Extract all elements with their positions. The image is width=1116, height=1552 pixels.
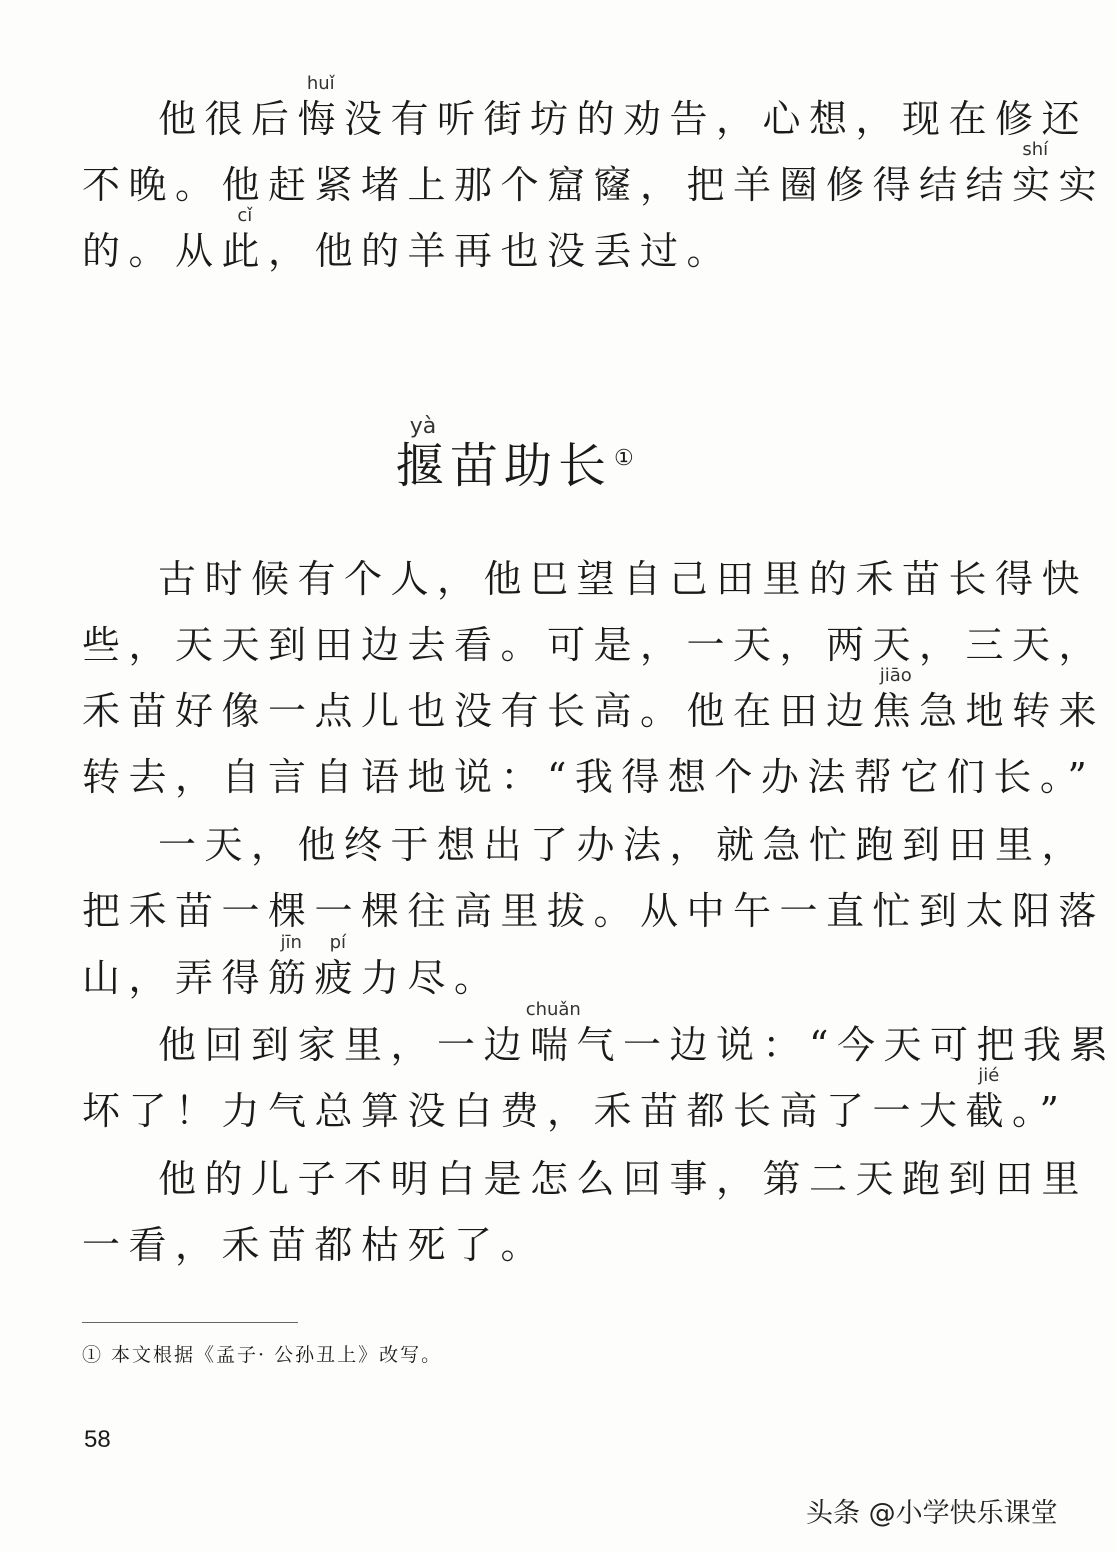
ruby-char <box>268 932 315 1001</box>
watermark: 头条 @小学快乐课堂 <box>806 1498 1058 1529</box>
text-segment: 不晚。他赶紧堵上那个窟窿，把羊圈修得结结 <box>82 163 1013 207</box>
text-segment: 没有听街坊的劝告，心想，现在修还 <box>344 97 1089 141</box>
pinyin-annotation: yà <box>409 414 437 439</box>
ruby-char <box>525 999 581 1068</box>
ruby-char <box>297 73 345 142</box>
text-segment: 他回到家里，一边 <box>158 1023 531 1067</box>
ruby-char <box>965 1065 1013 1134</box>
text-line <box>158 556 1088 602</box>
footnote-divider <box>82 1322 298 1323</box>
text-line <box>82 1222 547 1268</box>
pinyin-annotation: jiāo <box>879 665 912 686</box>
text-line <box>82 139 1106 208</box>
text-line <box>82 754 1095 800</box>
annotated-char: 实 <box>1012 163 1059 207</box>
text-segment: 些，天天到田边去看。可是，一天，两天，三天， <box>82 623 1106 667</box>
text-segment: 一看，禾苗都枯死了。 <box>82 1223 548 1267</box>
text-line <box>82 205 734 274</box>
text-segment: 急地转来 <box>919 689 1106 733</box>
annotated-char: 焦 <box>872 689 920 733</box>
ruby-char <box>221 205 269 274</box>
text-segment: 他很后 <box>158 97 298 141</box>
pinyin-annotation: huǐ <box>306 73 335 94</box>
pinyin-annotation: jīn <box>280 932 302 953</box>
text-line <box>158 73 1089 142</box>
text-segment: 实 <box>1058 163 1106 207</box>
text-segment: 。” <box>1012 1089 1068 1133</box>
text-segment: 山，弄得 <box>82 956 269 1000</box>
ruby-char <box>1012 139 1059 208</box>
text-segment: 禾苗好像一点儿也没有长高。他在田边 <box>82 689 873 733</box>
pinyin-annotation: jié <box>978 1065 1000 1086</box>
annotated-char: 揠 <box>396 438 451 494</box>
annotated-char: 截 <box>965 1089 1013 1133</box>
text-segment: 一天，他终于想出了办法，就急忙跑到田里， <box>158 823 1089 867</box>
annotated-char: 疲 <box>314 956 362 1000</box>
annotated-char: 悔 <box>297 97 345 141</box>
title-text: 苗助长 <box>450 438 613 494</box>
text-segment: 的。从 <box>82 229 222 273</box>
text-line <box>158 999 1116 1068</box>
ruby-char <box>314 932 362 1001</box>
text-line <box>82 665 1106 734</box>
text-segment: 气一边说：“今天可把我累 <box>576 1023 1116 1067</box>
text-line <box>82 888 1105 934</box>
text-segment: 转去，自言自语地说：“我得想个办法帮它们长。” <box>82 755 1096 799</box>
page-number: 58 <box>84 1426 111 1453</box>
text-line <box>82 932 501 1001</box>
text-line <box>82 1065 1068 1134</box>
pinyin-annotation: pí <box>329 932 346 953</box>
text-segment: ，他的羊再也没丢过。 <box>268 229 734 273</box>
pinyin-annotation: chuǎn <box>525 999 581 1020</box>
pinyin-annotation: cǐ <box>237 205 253 226</box>
footnote: ① 本文根据《孟子· 公孙丑上》改写。 <box>82 1344 443 1366</box>
text-line <box>158 1156 1088 1202</box>
story-title <box>396 414 634 495</box>
text-segment: 坏了！力气总算没白费，禾苗都长高了一大 <box>82 1089 966 1133</box>
annotated-char: 筋 <box>268 956 315 1000</box>
text-line <box>82 622 1105 668</box>
text-segment: 古时候有个人，他巴望自己田里的禾苗长得快 <box>158 557 1089 601</box>
annotated-char: 喘 <box>530 1023 577 1067</box>
text-segment: 把禾苗一棵一棵往高里拔。从中午一直忙到太阳落 <box>82 889 1106 933</box>
pinyin-annotation: shí <box>1022 139 1049 160</box>
text-line <box>158 822 1088 868</box>
text-segment: 他的儿子不明白是怎么回事，第二天跑到田里 <box>158 1157 1089 1201</box>
text-segment: 力尽。 <box>361 956 501 1000</box>
ruby-char <box>872 665 920 734</box>
footnote-marker: ① <box>614 446 634 471</box>
ruby-char <box>396 414 451 495</box>
annotated-char: 此 <box>221 229 269 273</box>
